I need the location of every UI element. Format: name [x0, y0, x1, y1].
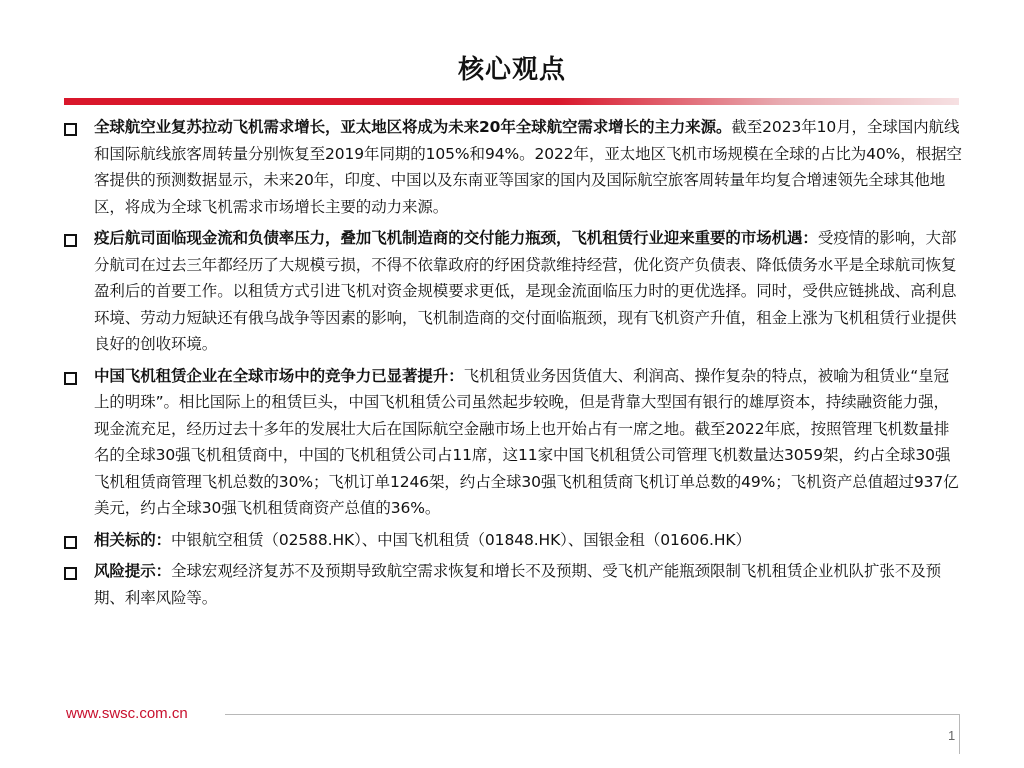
list-item: [62, 363, 964, 522]
square-bullet-icon: [64, 372, 77, 385]
square-bullet-icon: [64, 234, 77, 247]
bullet-text: 飞机租赁业务因货值大、利润高、操作复杂的特点，被喻为租赁业“皇冠上的明珠”。相比国际上的租赁巨头，中国飞机租赁公司虽然起步较晚，但是背靠大型国有银行的雄厚资本，持续融资能力强，现金流充足，经历过去十多年的发展壮大后在国际航空金融市场上也开始占有一席之地。截至2022年底，按照管理飞机数量排名的全球30强飞机租赁商中，中国的飞机租赁公司占11席，这11家中国飞机租赁公司管理飞机数量达3059架，约占全球30强飞机租赁商管理飞机总数的30%；飞机订单1246架，约占全球30强飞机租赁商飞机订单总数的49%；飞机资产总值超过937亿美元，约占全球30强飞机租赁商资产总值的36%。: [94, 366, 959, 517]
footer-website-link[interactable]: www.swsc.com.cn: [66, 705, 188, 722]
title-divider: [64, 98, 959, 105]
bullet-lead: 相关标的：: [94, 530, 172, 549]
square-bullet-icon: [64, 567, 77, 580]
square-bullet-icon: [64, 536, 77, 549]
page-number-divider: [959, 714, 960, 754]
bullet-paragraph: [94, 527, 964, 554]
list-item: [62, 225, 964, 358]
bullet-lead: 中国飞机租赁企业在全球市场中的竞争力已显著提升：: [94, 366, 464, 385]
bullet-text: 中银航空租赁（02588.HK）、中国飞机租赁（01848.HK）、国银金租（01606.HK）: [171, 530, 751, 549]
key-points-list: [62, 114, 964, 616]
bullet-lead: 全球航空业复苏拉动飞机需求增长，亚太地区将成为未来20年全球航空需求增长的主力来源。: [94, 118, 732, 136]
list-item: [62, 527, 964, 554]
bullet-paragraph: [94, 558, 964, 611]
page-number: 1: [948, 728, 956, 743]
page-title: 核心观点: [457, 55, 566, 85]
square-bullet-icon: [64, 123, 77, 136]
list-item: [62, 114, 964, 220]
bullet-text: 截至2023年10月，全球国内航线和国际航线旅客周转量分别恢复至2019年同期的105%和94%。2022年，亚太地区飞机市场规模在全球的占比为40%，根据空客提供的预测数据显示，未来20年，印度、中国以及东南亚等国家的国内及国际航空旅客周转量年均复合增速领先全球其他地区，将成为全球飞机需求市场增长主要的动力来源。: [94, 118, 962, 216]
bullet-paragraph: [94, 114, 964, 220]
bullet-lead: 风险提示：: [94, 562, 172, 580]
bullet-text: 受疫情的影响，大部分航司在过去三年都经历了大规模亏损，不得不依靠政府的纾困贷款维持经营，优化资产负债表、降低债务水平是全球航司恢复盈利后的首要工作。以租赁方式引进飞机对资金规模要求更低，是现金流面临压力时的更优选择。同时，受供应链挑战、高利息环境、劳动力短缺还有俄乌战争等因素的影响，飞机制造商的交付面临瓶颈，现有飞机资产升值，租金上涨为飞机租赁行业提供良好的创收环境。: [94, 229, 957, 353]
bullet-text: 全球宏观经济复苏不及预期导致航空需求恢复和增长不及预期、受飞机产能瓶颈限制飞机租赁企业机队扩张不及预期、利率风险等。: [94, 562, 942, 607]
bullet-paragraph: [94, 225, 964, 358]
footer-divider: [225, 714, 960, 715]
bullet-paragraph: [94, 363, 964, 522]
list-item: [62, 558, 964, 611]
bullet-lead: 疫后航司面临现金流和负债率压力，叠加飞机制造商的交付能力瓶颈，飞机租赁行业迎来重要的市场机遇：: [94, 229, 818, 247]
